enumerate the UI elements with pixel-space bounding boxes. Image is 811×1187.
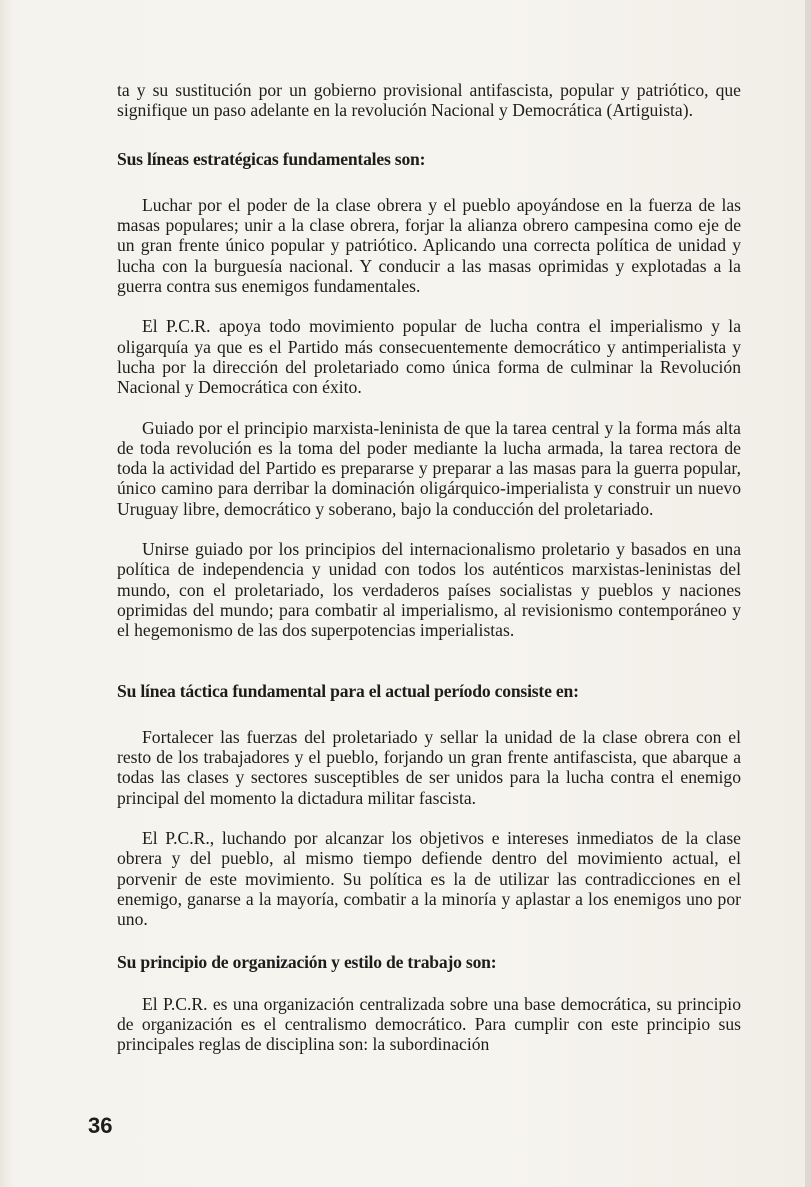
strategic-paragraph-3: Guiado por el principio marxista-leninista de que la tarea central y la forma más alta de toda revolución es la toma del poder mediante la lucha armada, la tarea rectora de toda la actividad del Partido es prepararse y preparar a las masas para la guerra popular, único camino para derribar la dominación oligárquico-imperialista y construir un nuevo Uruguay libre, democrático y soberano, bajo la conducción del proletariado. [117, 417, 741, 519]
page-number: 36 [88, 1113, 113, 1138]
strategic-lines-heading: Sus líneas estratégicas fundamentales son: [117, 148, 426, 169]
organization-paragraph-1: El P.C.R. es una organización centralizada sobre una base democrática, su principio de organización es el centralismo democrático. Para cumplir con este principio sus principales reglas de disciplina son: la subordinación [117, 993, 741, 1055]
page-edge [805, 0, 811, 1187]
tactical-paragraph-1: Fortalecer las fuerzas del proletariado y sellar la unidad de la clase obrera con el resto de los trabajadores y el pueblo, forjando un gran frente antifascista, que abarque a todas las clases y sectores susceptibles de ser unidos para la lucha contra el enemigo principal del momento la dictadura militar fascista. [117, 726, 741, 808]
strategic-paragraph-1: Luchar por el poder de la clase obrera y el pueblo apoyándose en la fuerza de las masas populares; unir a la clase obrera, forjar la alianza obrero campesina como eje de un gran frente único popular y patriótico. Aplicando una correcta política de unidad y lucha con la burguesía nacional. Y conducir a las masas oprimidas y explotadas a la guerra contra sus enemigos fundamentales. [117, 194, 741, 297]
tactical-paragraph-2: El P.C.R., luchando por alcanzar los objetivos e intereses inmediatos de la clase obrera y del pueblo, al mismo tiempo defiende dentro del movimiento actual, el porvenir de este movimiento. Su política es la de utilizar las contradicciones en el enemigo, ganarse a la mayoría, combatir a la minoría y aplastar a los enemigos uno por uno. [117, 828, 741, 930]
page-content [117, 80, 741, 1055]
strategic-paragraph-4: Unirse guiado por los principios del internacionalismo proletario y basados en una política de independencia y unidad con todos los auténticos marxistas-leninistas del mundo, con el proletariado, los verdaderos países socialistas y pueblos y naciones oprimidas del mundo; para combatir al imperialismo, al revisionismo contemporáneo y el hegemonismo de las dos superpotencias imperialistas. [117, 539, 741, 641]
organization-heading: Su principio de organización y estilo de trabajo son: [117, 951, 497, 972]
strategic-paragraph-2: El P.C.R. apoya todo movimiento popular de lucha contra el imperialismo y la oligarquía ya que es el Partido más consecuentemente democrático y antimperialista y lucha por la dirección del proletariado como única forma de culminar la Revolución Nacional y Democrática con éxito. [117, 316, 741, 398]
tactical-line-heading: Su línea táctica fundamental para el actual período consiste en: [117, 680, 579, 701]
intro-paragraph: ta y su sustitución por un gobierno provisional antifascista, popular y patriótico, que signifique un paso adelante en la revolución Nacional y Democrática (Artiguista). [117, 80, 741, 121]
